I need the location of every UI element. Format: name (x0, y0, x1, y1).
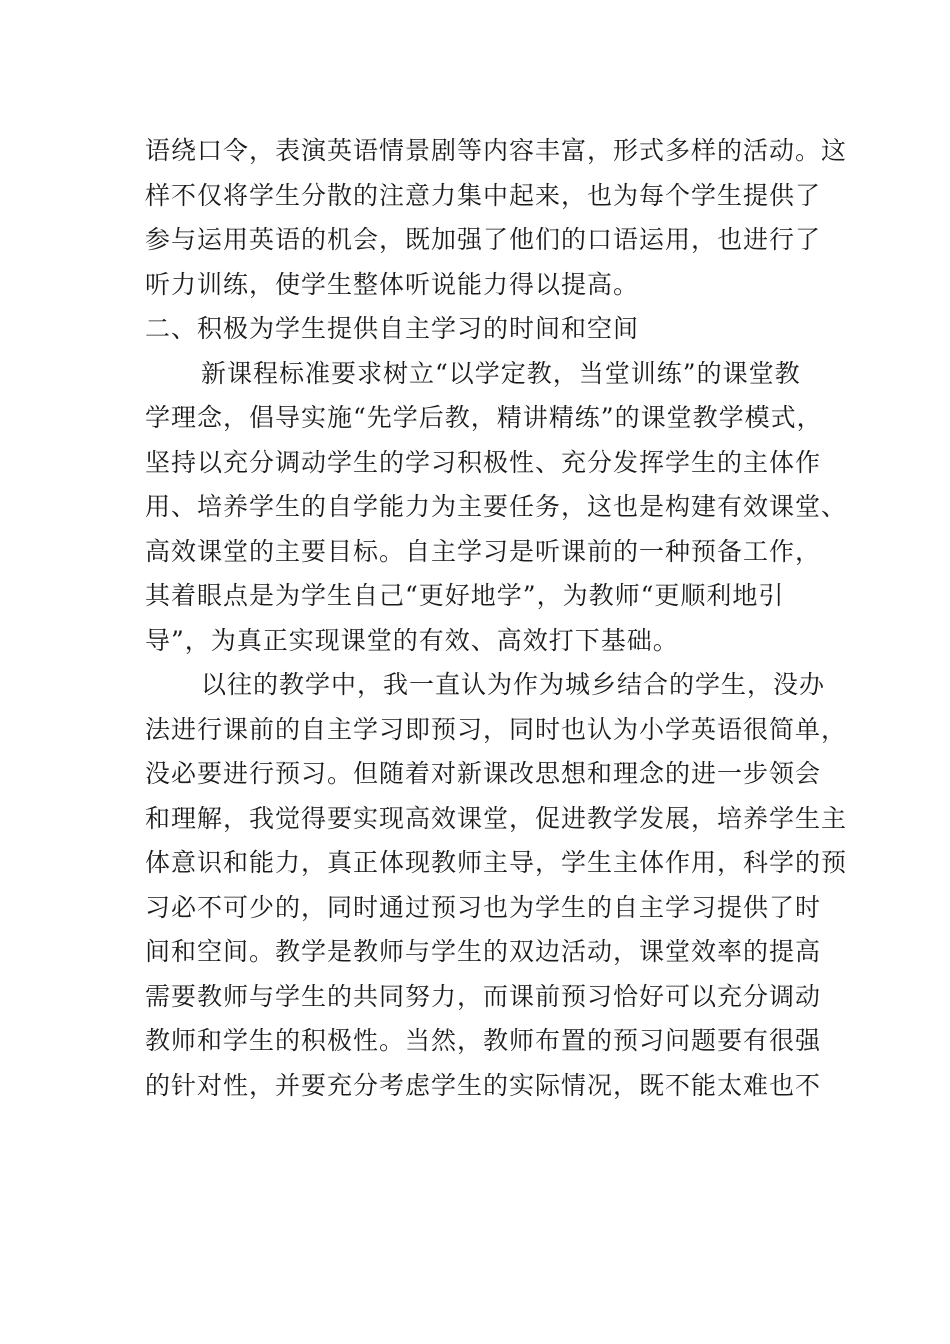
document-body (145, 129, 848, 1108)
section-heading: 二、积极为学生提供自主学习的时间和空间 (145, 314, 640, 343)
text-line: 导”，为真正实现课堂的有效、高效打下基础。 (145, 625, 679, 655)
text-line: 高效课堂的主要目标。自主学习是听课前的一种预备工作， (145, 536, 822, 566)
text-line: 体意识和能力，真正体现教师主导，学生主体作用，科学的预 (145, 848, 848, 877)
text-line: 用、培养学生的自学能力为主要任务，这也是构建有效课堂、 (145, 492, 848, 521)
paragraph-first-line: 以往的教学中，我一直认为作为城乡结合的学生，没办 (201, 670, 826, 699)
text-line: 坚持以充分调动学生的学习积极性、充分发挥学生的主体作 (145, 447, 822, 477)
text-line: 习必不可少的，同时通过预习也为学生的自主学习提供了时 (145, 892, 822, 922)
text-line: 语绕口令，表演英语情景剧等内容丰富，形式多样的活动。这 (145, 136, 848, 165)
text-line: 学理念，倡导实施“先学后教，精讲精练”的课堂教学模式， (145, 403, 823, 432)
text-line: 的针对性，并要充分考虑学生的实际情况，既不能太难也不 (145, 1070, 822, 1100)
text-line: 听力训练，使学生整体听说能力得以提高。 (145, 269, 640, 299)
text-line: 参与运用英语的机会，既加强了他们的口语运用，也进行了 (145, 225, 822, 254)
text-line: 没必要进行预习。但随着对新课改思想和理念的进一步领会 (145, 759, 822, 788)
paragraph-first-line: 新课程标准要求树立“以学定教，当堂训练”的课堂教 (201, 358, 801, 388)
text-line: 和理解，我觉得要实现高效课堂，促进教学发展，培养学生主 (145, 803, 848, 833)
text-line: 间和空间。教学是教师与学生的双边活动，课堂效率的提高 (145, 937, 822, 966)
text-line: 需要教师与学生的共同努力，而课前预习恰好可以充分调动 (145, 981, 822, 1011)
text-line: 法进行课前的自主学习即预习，同时也认为小学英语很简单， (145, 714, 848, 744)
text-line: 其着眼点是为学生自己“更好地学”，为教师“更顺利地引 (145, 581, 785, 610)
text-line: 样不仅将学生分散的注意力集中起来，也为每个学生提供了 (145, 180, 822, 210)
text-line: 教师和学生的积极性。当然，教师布置的预习问题要有很强 (145, 1026, 822, 1055)
